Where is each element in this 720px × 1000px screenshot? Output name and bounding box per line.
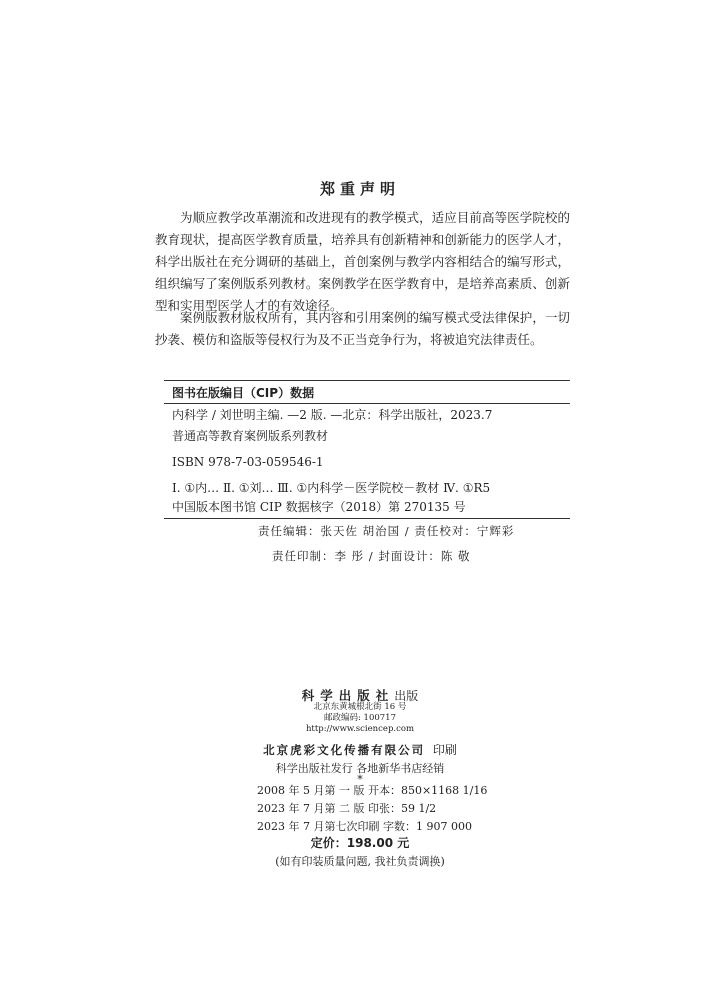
publisher-address: 北京东黄城根北街 16 号 (313, 702, 407, 712)
separator-asterisk: * (357, 773, 363, 786)
staff-production: 责任印制：李 彤 / 封面设计：陈 敬 (272, 549, 471, 563)
cip-record-number: 中国版本图书馆 CIP 数据核字（2018）第 270135 号 (172, 500, 466, 514)
statement-paragraph-2: 案例版教材版权所有，其内容和引用案例的编写模式受法律保护，一切抄袭、模仿和盗版等侵权行为及不正当竞争行为，将被追究法律责任。 (155, 310, 570, 347)
statement-title: 郑重声明 (319, 180, 400, 198)
price-note: (如有印装质量问题, 我社负责调换) (275, 855, 445, 868)
cip-series-line: 普通高等教育案例版系列教材 (172, 429, 329, 443)
statement-paragraph-1: 为顺应教学改革潮流和改进现有的教学模式，适应目前高等医学院校的教育现状，提高医学教育质量，培养具有创新精神和创新能力的医学人才，科学出版社在充分调研的基础上，首创案例与教学内容相结合的编写形式，组织编写了案例版系列教材。案例教学在医学教育中，是培养高素质、创新型和实用型医学人才的有效途径。 (155, 210, 570, 313)
printer-name: 北京虎彩文化传播有限公司 (263, 743, 426, 757)
price: 定价：198.00 元 (310, 836, 410, 850)
edition-printing: 2023 年 7 月第七次印刷 字数：1 907 000 (257, 820, 472, 833)
printer-role: 印刷 (432, 743, 457, 757)
cip-title-line: 内科学 / 刘世明主编. —2 版. —北京：科学出版社，2023.7 (172, 408, 493, 422)
cip-top-rule (164, 380, 570, 381)
distribution-line: 科学出版社发行 各地新华书店经销 (275, 762, 445, 775)
cip-classification: Ⅰ. ①内… Ⅱ. ①刘… Ⅲ. ①内科学－医学院校－教材 Ⅳ. ①R5 (172, 481, 491, 495)
cip-bottom-rule (164, 518, 570, 519)
publisher-website: http://www.sciencep.com (305, 724, 415, 734)
printer-line (0, 741, 720, 758)
staff-editors: 责任编辑：张天佐 胡治国 / 责任校对：宁辉彩 (258, 524, 515, 538)
cip-heading: 图书在版编目（CIP）数据 (172, 386, 315, 400)
cip-isbn: ISBN 978-7-03-059546-1 (172, 455, 324, 469)
publisher-role: 出版 (394, 689, 419, 703)
publisher-name: 科学出版社 (301, 688, 395, 703)
edition-second: 2023 年 7 月第 二 版 印张：59 1/2 (257, 802, 437, 815)
edition-first: 2008 年 5 月第 一 版 开本：850×1168 1/16 (257, 784, 488, 797)
publisher-postcode: 邮政编码: 100717 (323, 713, 396, 723)
cip-heading-rule (164, 403, 570, 404)
